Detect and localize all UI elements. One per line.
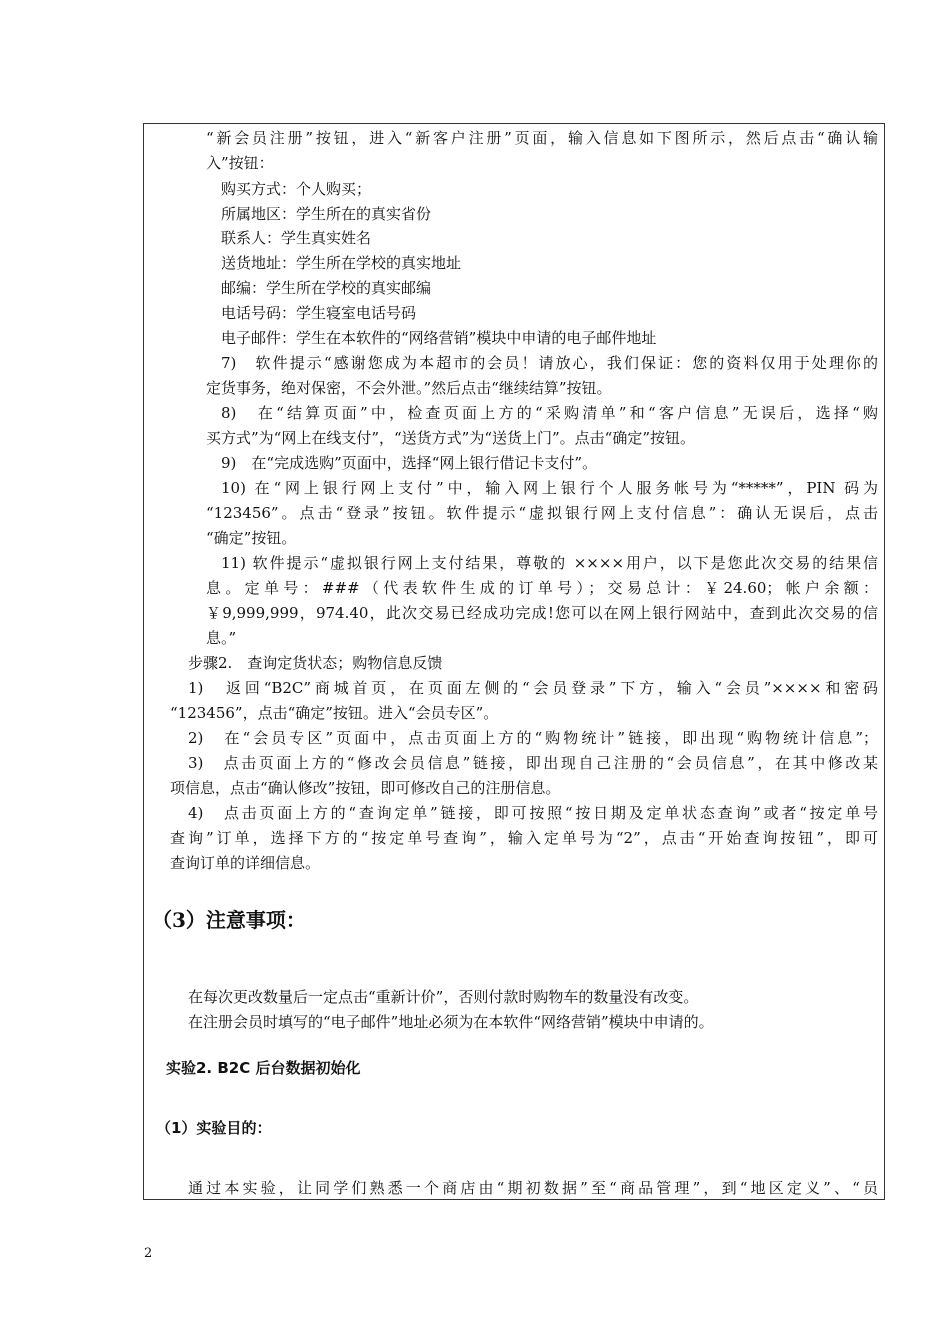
text-line: 邮编：学生所在学校的真实邮编 (221, 279, 432, 297)
text-line: 联系人：学生真实姓名 (221, 229, 372, 247)
text-line: “确定”按钮。 (206, 529, 297, 547)
text-line: 电话号码：学生寝室电话号码 (221, 304, 417, 322)
text-line: 入”按钮： (206, 154, 274, 172)
text-line: 9) 在“完成选购”页面中，选择“网上银行借记卡支付”。 (221, 454, 598, 472)
text-line: 7) 软件提示“感谢您成为本超市的会员！请放心，我们保证：您的资料仅用于处理你的 (221, 354, 878, 372)
text-line: 电子邮件：学生在本软件的“网络营销”模块中申请的电子邮件地址 (221, 329, 657, 347)
text-line: 通过本实验，让同学们熟悉一个商店由“期初数据”至“商品管理”，到“地区定义”、“员 (188, 1179, 878, 1197)
content-table-cell (143, 123, 885, 1200)
text-line: 查询”订单，选择下方的“按定单号查询”，输入定单号为“2”，点击“开始查询按钮”，即可 (170, 829, 878, 847)
text-line: 定货事务，绝对保密，不会外泄。”然后点击“继续结算”按钮。 (206, 379, 612, 397)
text-line: 买方式”为“网上在线支付”，“送货方式”为“送货上门”。点击“确定”按钮。 (206, 429, 696, 447)
section-heading-notes: （3）注意事项： (152, 908, 306, 932)
text-line: 10) 在“网上银行网上支付”中，输入网上银行个人服务帐号为“*****”，PIN 码为 (221, 479, 878, 497)
text-line: 查询订单的详细信息。 (170, 854, 321, 872)
text-line: 息。” (206, 629, 237, 647)
text-line: 送货地址：学生所在学校的真实地址 (221, 254, 462, 272)
text-line: “新会员注册”按钮，进入“新客户注册”页面，输入信息如下图所示，然后点击“确认输 (206, 129, 878, 147)
text-line: “123456”。点击“登录”按钮。软件提示“虚拟银行网上支付信息”：确认无误后，点击 (206, 504, 878, 522)
text-line: 在每次更改数量后一定点击“重新计价”，否则付款时购物车的数量没有改变。 (188, 988, 699, 1006)
step-heading: 步骤2. 查询定货状态；购物信息反馈 (188, 654, 443, 672)
text-line: 项信息，点击“确认修改”按钮，即可修改自己的注册信息。 (170, 779, 561, 797)
text-line: 8) 在“结算页面”中，检查页面上方的“采购清单”和“客户信息”无误后，选择“购 (221, 404, 878, 422)
text-line: 1) 返回“B2C”商城首页，在页面左侧的“会员登录”下方，输入“会员”××××和密码 (188, 679, 878, 697)
text-line: 所属地区：学生所在的真实省份 (221, 205, 432, 223)
text-line: 11) 软件提示“虚拟银行网上支付结果，尊敬的 ××××用户，以下是您此次交易的结果信 (221, 554, 878, 572)
experiment-heading: 实验2. B2C 后台数据初始化 (166, 1059, 361, 1077)
text-line: 4) 点击页面上方的“查询定单”链接，即可按照“按日期及定单状态查询”或者“按定单号 (188, 804, 878, 822)
text-line: 在注册会员时填写的“电子邮件”地址必须为在本软件“网络营销”模块中申请的。 (188, 1013, 714, 1031)
text-line: 购买方式：个人购买； (221, 180, 372, 198)
text-line: 3) 点击页面上方的“修改会员信息”链接，即出现自己注册的“会员信息”，在其中修改某 (188, 754, 878, 772)
text-line: 息。定单号：###（代表软件生成的订单号）；交易总计：￥24.60；帐户余额： (206, 579, 878, 597)
text-line: “123456”，点击“确定”按钮。进入“会员专区”。 (170, 704, 499, 722)
text-line: ￥9,999,999，974.40，此次交易已经成功完成!您可以在网上银行网站中，查到此次交易的信 (206, 604, 878, 622)
section-heading-purpose: （1）实验目的： (156, 1119, 272, 1137)
page-number: 2 (144, 1246, 153, 1261)
text-line: 2) 在“会员专区”页面中，点击页面上方的“购物统计”链接，即出现“购物统计信息”； (188, 729, 878, 747)
